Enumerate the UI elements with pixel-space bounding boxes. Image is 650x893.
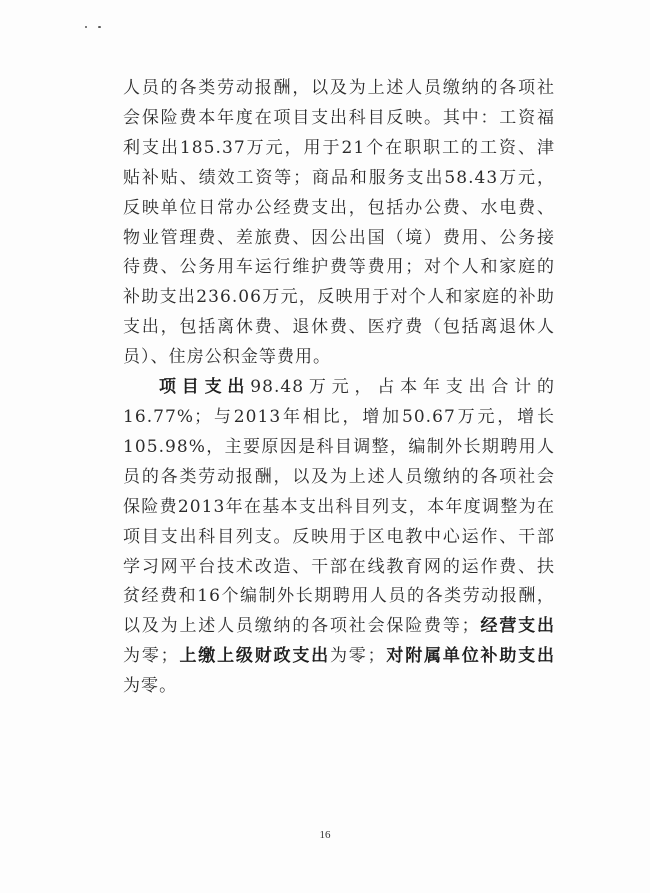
paragraph-basic-expenditure-detail [123,74,555,373]
paragraph-text: 为零； [123,646,179,667]
heading-remit-higher-finance: 上缴上级财政支出 [178,646,330,667]
paragraph-text: 人员的各类劳动报酬，以及为上述人员缴纳的各项社会保险费本年度在项目支出科目反映。其中：工资福利支出185.37万元，用于21个在职职工的工资、津贴补贴、绩效工资等；商品和服务支出58.43万元，反映单位日常办公经费支出，包括办公费、水电费、物业管理费、差旅费、因公出国（境）费用、公务接待费、公务用车运行维护费等费用；对个人和家庭的补助支出236.06万元，反映用于对个人和家庭的补助支出，包括离休费、退休费、医疗费（包括离退休人员）、住房公积金等费用。 [123,78,555,368]
scan-speck [85,26,87,28]
document-body [123,74,555,702]
heading-project-expenditure: 项目支出 [159,377,251,398]
page-number: 16 [319,829,331,841]
paragraph-text: 98.48万元，占本年支出合计的16.77%；与2013年相比，增加50.67万元，增长105.98%，主要原因是科目调整，编制外长期聘用人员的各类劳动报酬，以及为上述人员缴纳的各项社会保险费2013年在基本支出科目列支，本年度调整为在项目支出科目列支。反映用于区电教中心运作、干部学习网平台技术改造、干部在线教育网的运作费、扶贫经费和16个编制外长期聘用人员的各类劳动报酬，以及为上述人员缴纳的各项社会保险费等； [123,377,556,637]
paragraph-project-expenditure [123,373,555,702]
paragraph-text: 为零； [329,646,386,667]
heading-operating-expenditure: 经营支出 [479,616,555,637]
paragraph-text: 为零。 [123,676,178,697]
heading-subsidiary-subsidy: 对附属单位补助支出 [385,646,556,667]
scan-speck [98,26,101,28]
